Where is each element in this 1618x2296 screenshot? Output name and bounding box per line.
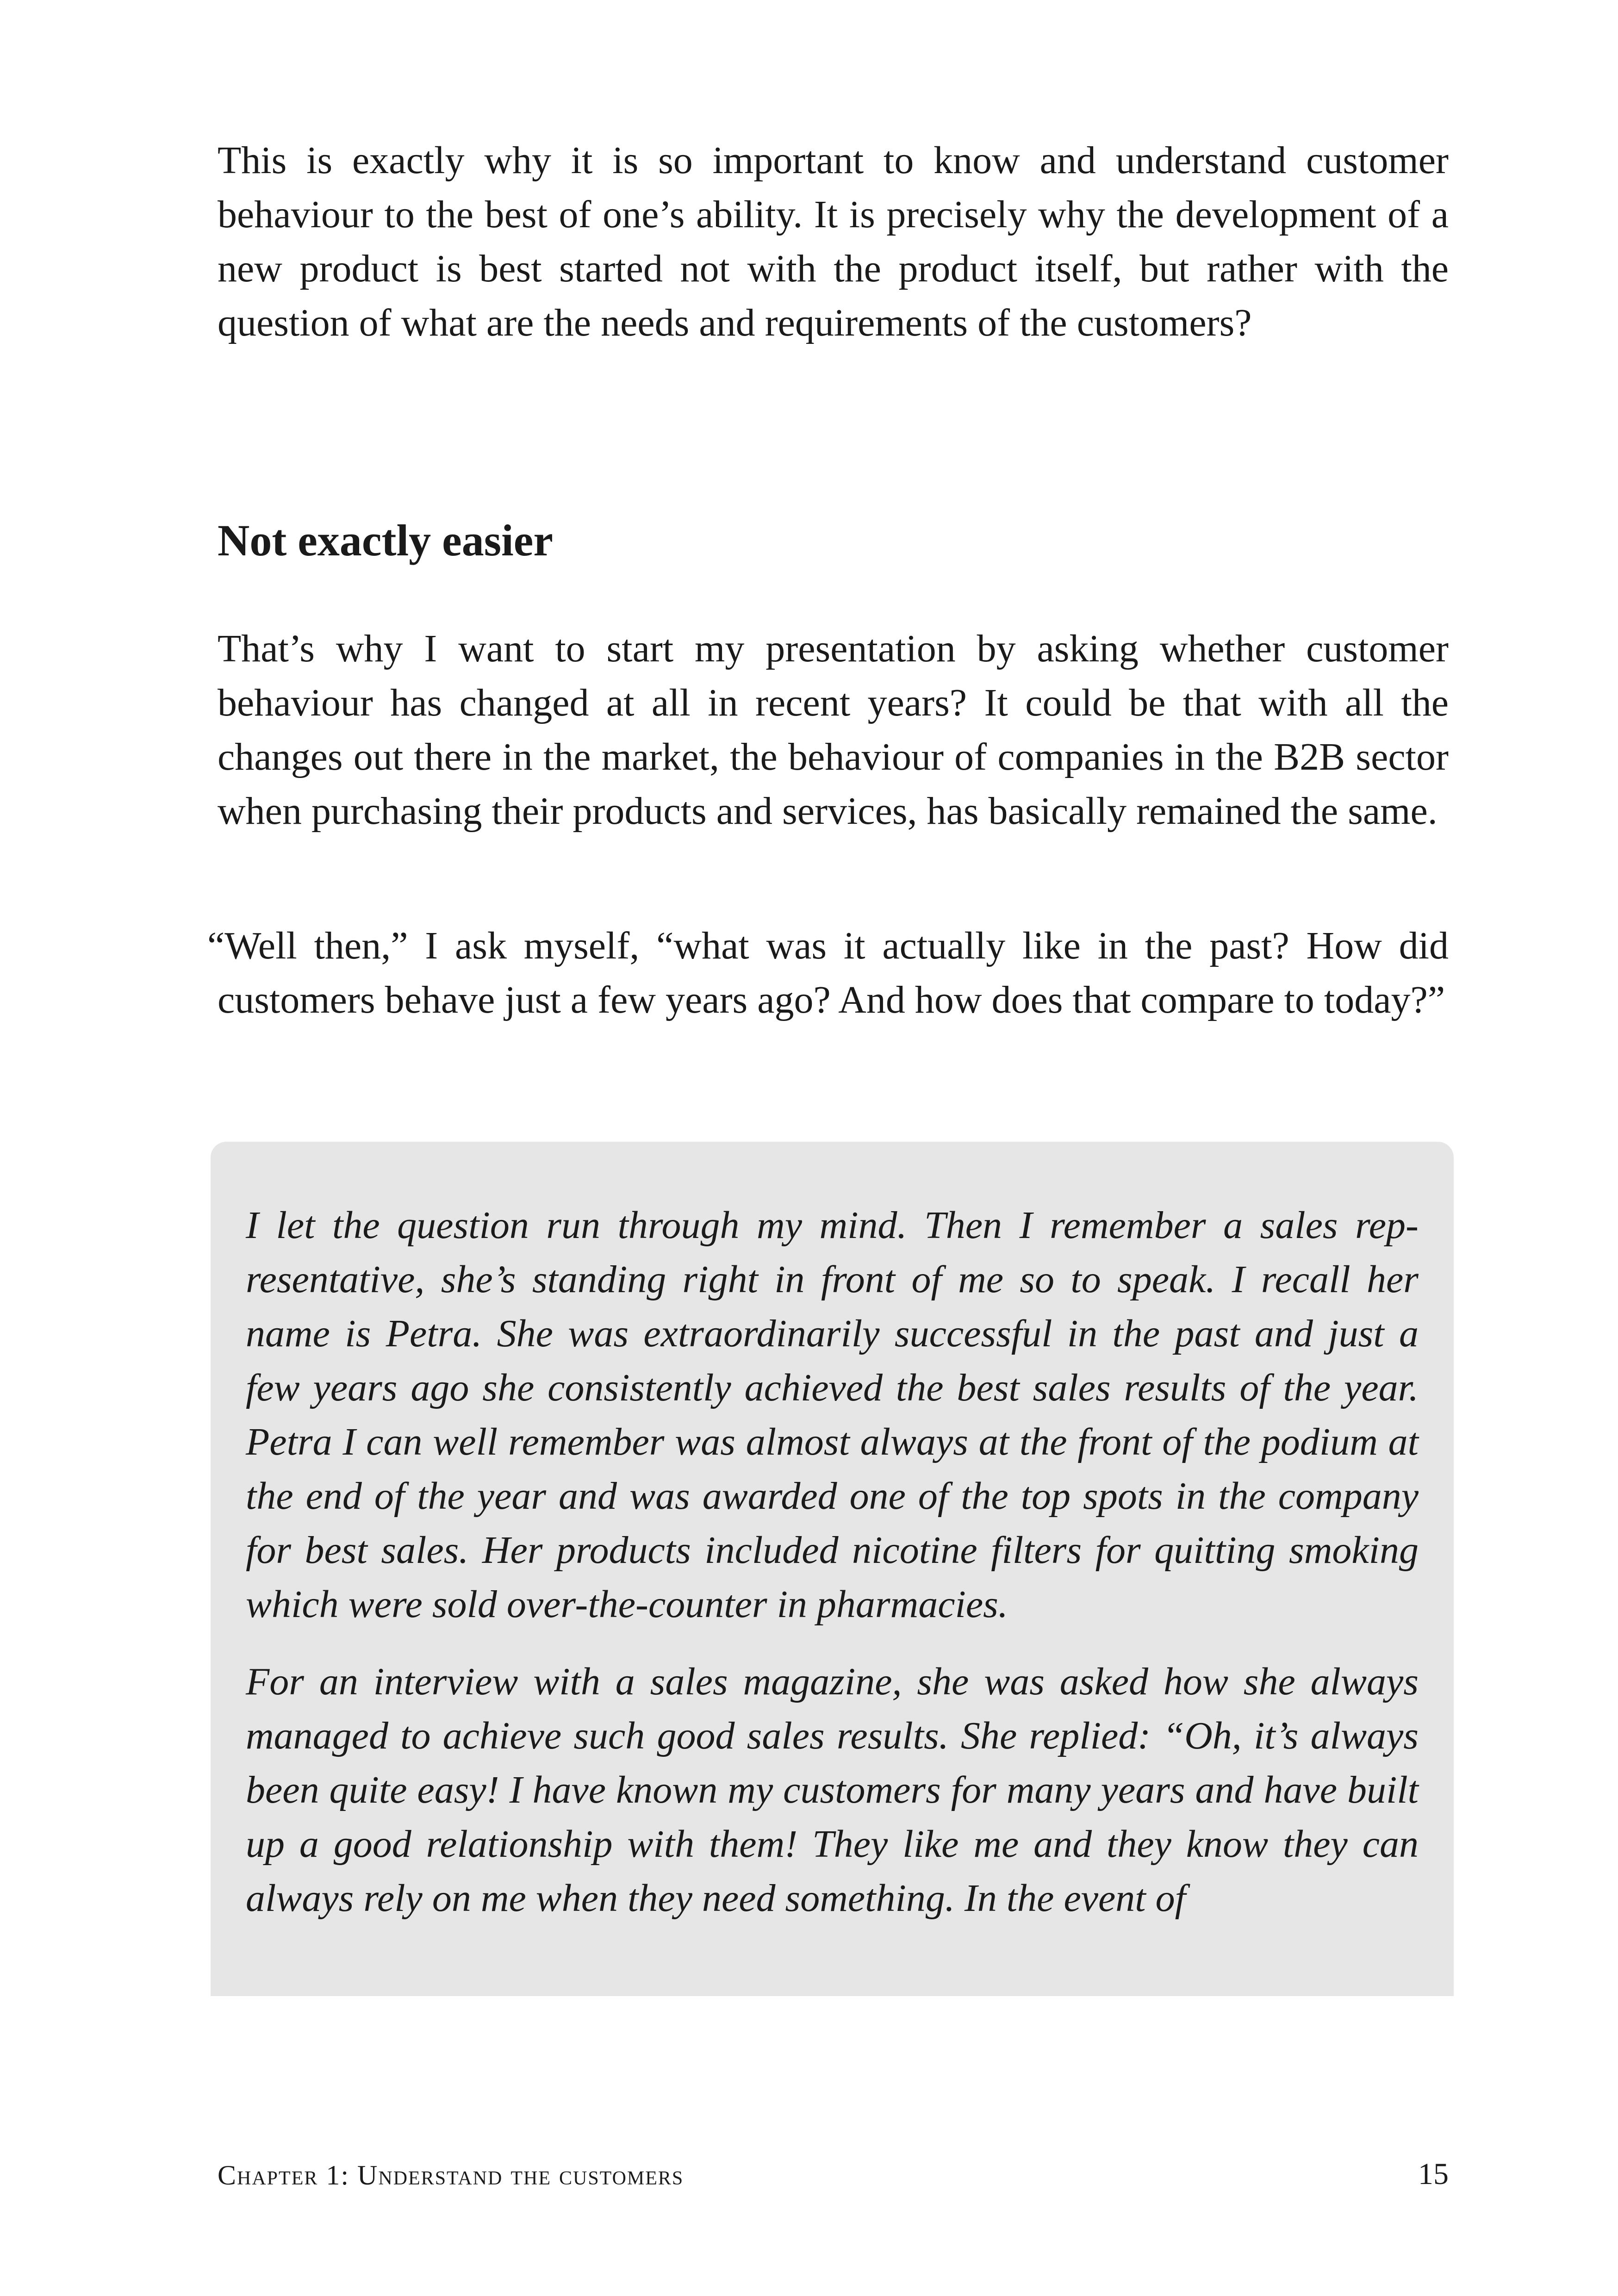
story-box [211,1142,1454,1996]
running-footer-chapter: Chapter 1: Understand the customers [218,2160,684,2190]
story-paragraph-1: I let the question run through my mind. Then I remember a sales representative, she’s standing right in front of me so to speak. I recall her name is Petra. She was extraordinarily successful in the past and just a few years ago she consistently achieved the best sales results of the year. Petra I can well remember was almost always at the front of the podium at the end of the year and was awarded one of the top spots in the company for best sales. Her products included nicotine filters for quitting smoking which were sold over-the-counter in pharmacies. [246,1204,1419,1626]
section-heading: Not exactly easier [218,516,554,565]
quote-paragraph: “Well then,” I ask myself, “what was it actually like in the past? How did customers behave just a few years ago? And how does that compare to today?” [207,924,1449,1021]
behaviour-paragraph: That’s why I want to start my presentation by asking whether customer behaviour has changed at all in recent years? It could be that with all the changes out there in the market, the behaviour of companies in the B2B sector when purchasing their products and services, has basically remained the same. [218,627,1449,833]
intro-paragraph: This is exactly why it is so important to know and understand customer behaviour to the best of one’s ability. It is precisely why the development of a new product is best started not with the product itself, but rather with the question of what are the needs and requirements of the customers? [218,139,1449,344]
page-number: 15 [1418,2157,1449,2191]
story-paragraph-2: For an interview with a sales magazine, she was asked how she always managed to achieve such good sales results. She replied: “Oh, it’s always been quite easy! I have known my customers for many years and have built up a good relationship with them! They like me and they know they can always rely on me when they need something. In the event of [246,1660,1419,1920]
